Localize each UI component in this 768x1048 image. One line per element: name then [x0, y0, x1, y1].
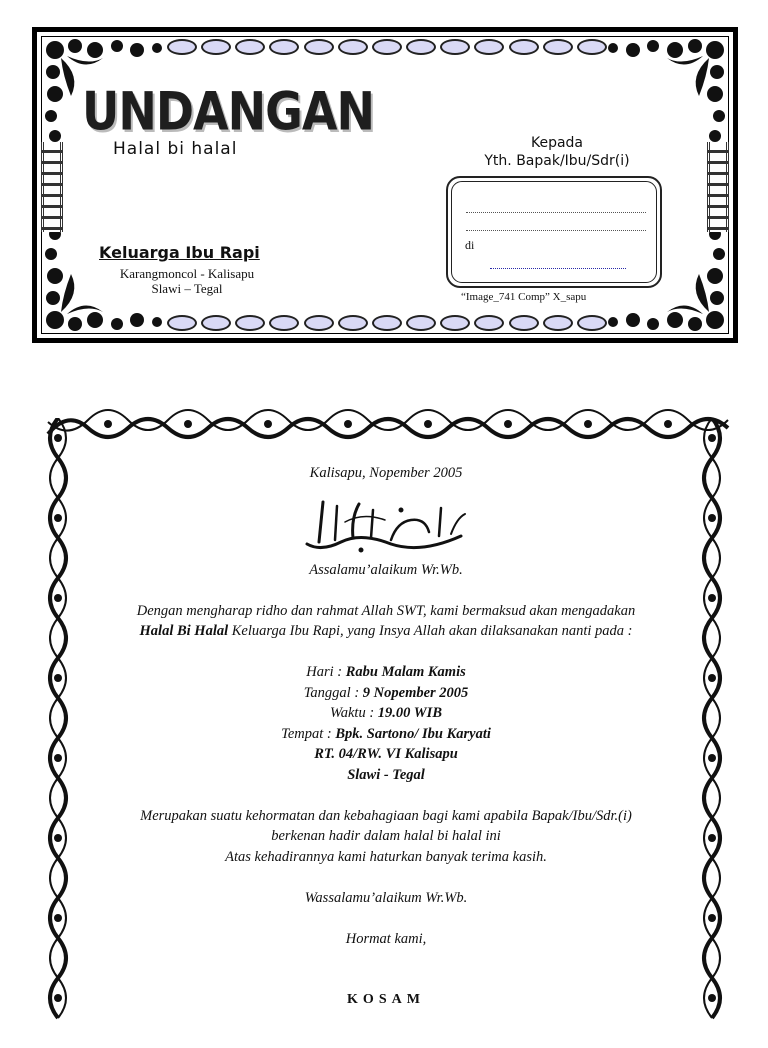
address-line-2	[466, 230, 646, 231]
recipient-label: Kepada	[530, 135, 584, 151]
detail-day: Hari : Rabu Malam Kamis	[306, 664, 466, 680]
recipient-address-box	[446, 176, 662, 288]
sender-address-line2: Slawi – Tegal	[151, 281, 223, 296]
envelope-title: UNDANGAN	[82, 80, 374, 143]
date-value: 9 Nopember 2005	[362, 684, 469, 701]
envelope-subtitle: Halal bi halal	[113, 139, 238, 159]
address-box-inner-border	[451, 181, 657, 283]
detail-place-line2: RT. 04/RW. VI Kalisapu	[314, 746, 458, 762]
closing-line-3: Atas kehadirannya kami haturkan banyak terima kasih.	[225, 848, 547, 865]
regards: Hormat kami,	[345, 930, 427, 947]
address-line-1	[466, 212, 646, 213]
letter-body	[98, 463, 674, 1011]
sender-family-name: Keluarga Ibu Rapi	[99, 243, 260, 262]
envelope-card	[32, 27, 738, 343]
intro-line-2-rest: Keluarga Ibu Rapi, yang Insya Allah akan dilaksanakan nanti pada :	[228, 623, 633, 639]
ladder-border-right	[707, 142, 729, 232]
farewell-greeting: Wassalamu’alaikum Wr.Wb.	[304, 889, 468, 906]
ornamental-frame-left	[38, 418, 80, 1028]
place-date: Kalisapu, Nopember 2005	[309, 465, 463, 481]
detail-date: Tanggal : 9 Nopember 2005	[303, 684, 469, 701]
place-value: Bpk. Sartono/ Ibu Karyati	[335, 725, 491, 742]
chain-border-top	[167, 36, 607, 58]
event-name: Halal Bi Halal	[139, 623, 229, 639]
detail-place: Tempat : Bpk. Sartono/ Ibu Karyati	[281, 725, 491, 742]
invitation-letter	[38, 408, 732, 1048]
bismillah-calligraphy-icon	[301, 492, 471, 556]
floral-corner-top-right	[599, 36, 729, 146]
chain-border-bottom	[167, 312, 607, 334]
detail-place-line3: Slawi - Tegal	[347, 766, 425, 783]
ladder-border-left	[41, 142, 63, 232]
signature-name: KOSAM	[347, 992, 425, 1007]
day-value: Rabu Malam Kamis	[345, 664, 466, 680]
intro-line-1: Dengan mengharap ridho dan rahmat Allah SWT, kami bermaksud akan mengadakan	[136, 602, 636, 619]
time-value: 19.00 WIB	[377, 705, 442, 721]
closing-line-1: Merupakan suatu kehormatan dan kebahagiaan bagi kami apabila Bapak/Ibu/Sdr.(i)	[140, 807, 632, 824]
ornamental-frame-right	[690, 418, 732, 1028]
recipient-salutation: Yth. Bapak/Ibu/Sdr(i)	[484, 153, 630, 169]
detail-time: Waktu : 19.00 WIB	[330, 705, 442, 721]
opening-greeting: Assalamu’alaikum Wr.Wb.	[309, 561, 463, 578]
intro-line-2	[98, 621, 674, 642]
sender-address-line1: Karangmoncol - Kalisapu	[119, 266, 255, 281]
address-line-3	[490, 268, 626, 269]
image-caption: “Image_741 Comp” X_sapu	[461, 291, 587, 303]
ornamental-frame-top	[38, 408, 732, 442]
di-label: di	[465, 238, 475, 252]
closing-line-2: berkenan hadir dalam halal bi halal ini	[271, 828, 501, 844]
